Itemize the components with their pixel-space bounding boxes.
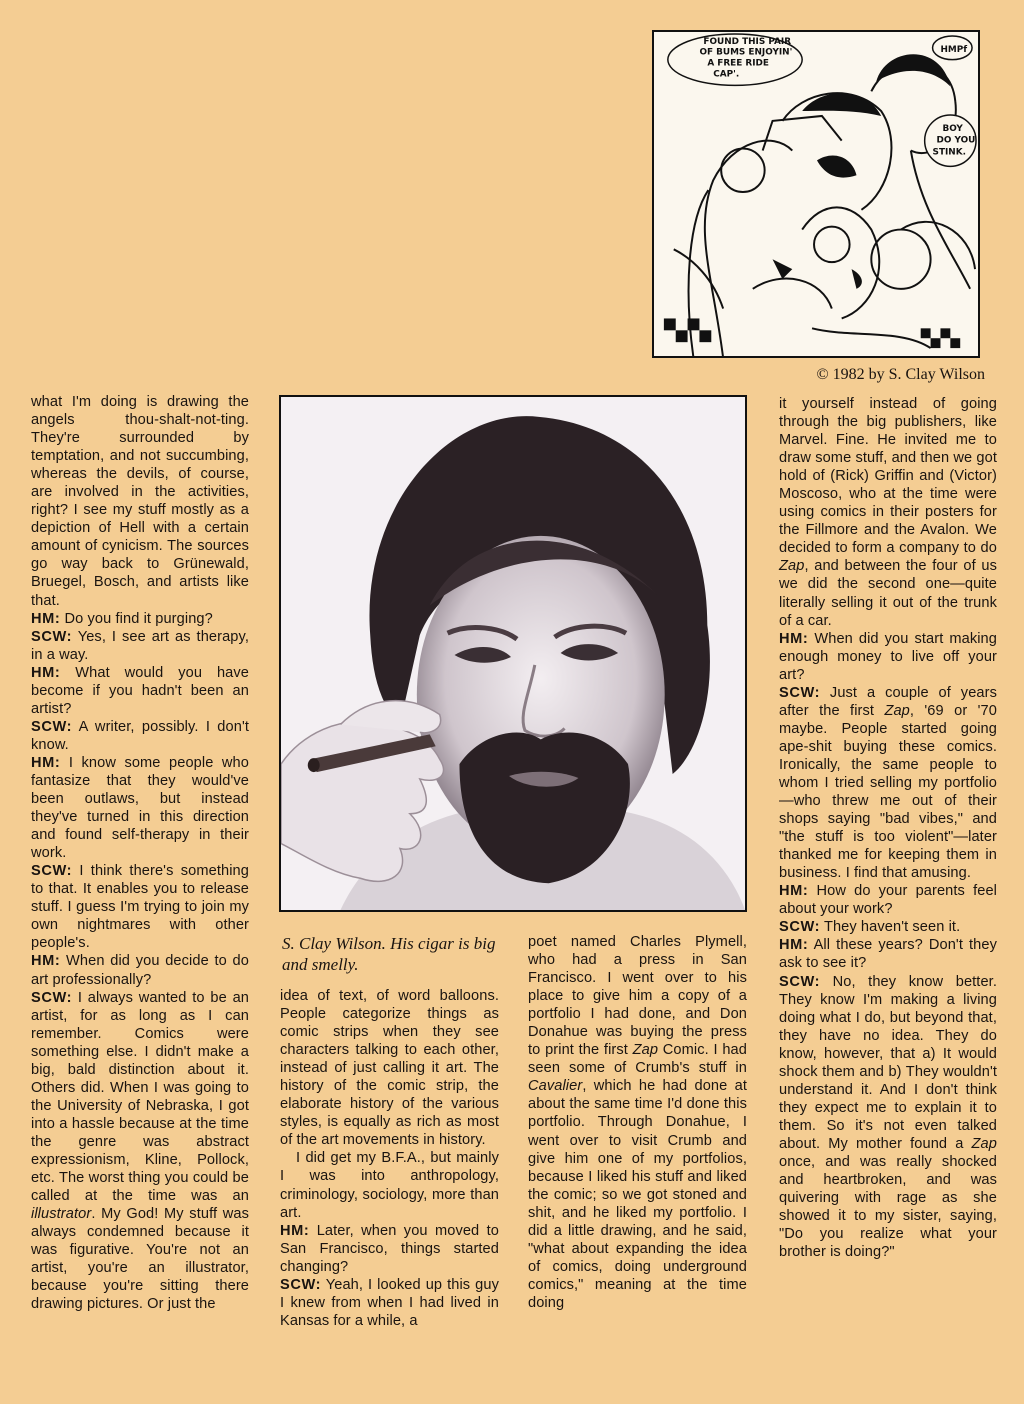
paragraph [779,936,997,972]
speaker-label: SCW: [779,973,821,990]
text-column-3 [528,933,747,1312]
portrait-photo [279,395,747,912]
speaker-label: HM: [779,937,809,954]
paragraph [779,973,997,1262]
paragraph [528,933,747,1312]
bubble-1-line-1: FOUND THIS PAIR [703,36,792,47]
paragraph-text: No, they know better. They know I'm making a living doing what I do, but beyond that, they have no idea. They do know, however, that a) It would shock them and b) They wouldn't understand it. And I don't think they expect me to explain it to them. So it's not even talked about. My mother found a [779,973,997,1152]
speaker-label: SCW: [779,919,821,936]
paragraph-text: What would you have become if you hadn't been an artist? [31,664,249,717]
italic-title: Cavalier [528,1078,583,1095]
comic-illustration [652,30,980,358]
speaker-label: SCW: [31,863,73,880]
paragraph [779,882,997,918]
italic-title: Zap [779,558,805,575]
bubble-3-line-2: DO YOU [936,135,976,146]
paragraph [31,393,249,610]
paragraph-text: Do you find it purging? [60,610,213,627]
paragraph [779,918,997,936]
speaker-label: SCW: [31,718,73,735]
italic-title: Zap [632,1042,659,1059]
paragraph-text: When did you decide to do art professionally? [31,953,249,988]
paragraph [280,1149,499,1221]
paragraph-text: How do your parents feel about your work? [779,883,997,918]
speaker-label: HM: [31,754,61,771]
paragraph-text: idea of text, of word balloons. People categorize things as comic strips when they see characters talking to each other, instead of just calling it art. The history of the comic strip, the elaborate history of the various styles, is equally as rich as most of the art movements in history. [280,988,499,1149]
paragraph-text: it yourself instead of going through the big publishers, like Marvel. Fine. He invited me to draw some stuff, and then we got hold of (Rick) Griffin and (Victor) Moscoso, who at the time were using comics in their posters for the Fillmore and the Avalon. We decided to form a company to do [779,396,997,557]
paragraph [31,628,249,664]
bubble-1-line-3: A FREE RIDE [707,58,769,69]
speaker-label: HM: [31,610,61,627]
paragraph-text: Comic. I had seen some of Crumb's stuff in [528,1042,747,1077]
paragraph [31,664,249,718]
paragraph [280,1222,499,1276]
paragraph-text: , which he had done at about the same time I'd done this portfolio. Through Donahue, I went over to visit Crumb and give him one of my portfolios, because I liked his stuff and liked the comic; so we got stoned and shit, and he liked my portfolio. I did a little drawing, and he said, "what about expanding the idea of comics, doing underground comics," meaning at the time doing [528,1078,747,1311]
photo-caption: S. Clay Wilson. His cigar is big and smelly. [282,934,496,974]
paragraph [31,952,249,988]
speaker-label: SCW: [31,628,73,645]
paragraph-text: When did you start making enough money to live off your art? [779,630,997,683]
paragraph [31,610,249,628]
text-column-2 [280,987,499,1330]
paragraph-text: I always wanted to be an artist, for as long as I can remember. Comics were something else. I didn't make a big, bald distinction about it. Others did. When I was going to the University of Nebraska, I got into a hassle because at the time the genre was abstract expressionism, Kline, Pollock, etc. The worst thing you could be called at the time was an [31,989,249,1205]
paragraph [779,395,997,630]
paragraph-text: , '69 or '70 maybe. People started going ape-shit buying these comics. Ironically, the same people to whom I tried selling my portfolio—who threw me out of their shops saying "bad vibes," and "the stuff is too violent"—later thanked me for keeping them in business. I find that amusing. [779,702,997,882]
italic-title: Zap [884,702,910,719]
bubble-1-line-4: CAP'. [713,69,740,80]
speaker-label: HM: [779,630,809,647]
paragraph-text: I did get my B.F.A., but mainly I was into anthropology, criminology, sociology, more than art. [280,1150,499,1221]
paragraph [779,630,997,684]
paragraph-text: All these years? Don't they ask to see it? [779,937,997,972]
paragraph-text: once, and was really shocked and heartbroken, and was quivering with rage as she showed it to my sister, saying, "Do you realize what your brother is doing?" [779,1153,997,1261]
paragraph-text: Just a couple of years after the first [779,684,997,719]
paragraph-text: Yes, I see art as therapy, in a way. [31,628,249,663]
speaker-label: SCW: [779,684,821,701]
speaker-label: HM: [31,953,61,970]
paragraph [31,718,249,754]
paragraph [280,1276,499,1330]
paragraph [779,684,997,883]
paragraph-text: They haven't seen it. [820,919,961,936]
paragraph-text: A writer, possibly. I don't know. [31,718,249,753]
paragraph [31,989,249,1314]
speaker-label: HM: [280,1222,310,1239]
italic-title: illustrator [31,1206,92,1223]
paragraph-text: . My God! My stuff was always condemned because it was figurative. You're not an artist, you're an illustrator, because you're sitting there drawing pictures. Or just the [31,1206,249,1313]
paragraph-text: Yeah, I looked up this guy I knew from when I had lived in Kansas for a while, a [280,1276,499,1329]
text-column-4 [779,395,997,1261]
italic-title: Zap [971,1135,997,1152]
bubble-3-line-1: BOY [942,123,963,134]
speaker-label: SCW: [31,989,73,1006]
paragraph [280,987,499,1149]
paragraph-text: I think there's something to that. It enables you to release stuff. I guess I'm trying to join my own nightmares with other people's. [31,863,249,952]
paragraph [31,862,249,952]
paragraph-text: I know some people who fantasize that they would've been outlaws, but instead they've turned in this direction and found self-therapy in their work. [31,754,249,862]
paragraph-text: poet named Charles Plymell, who had a press in San Francisco. I went over to his place to give him a copy of a portfolio I had done, and Don Donahue was buying the press to print the first [528,934,747,1059]
speaker-label: HM: [779,883,809,900]
paragraph [31,754,249,862]
bubble-2: HMPf [940,44,968,55]
speaker-label: SCW: [280,1276,322,1293]
bubble-3-line-3: STINK. [932,147,966,158]
paragraph-text: Later, when you moved to San Francisco, things started changing? [280,1222,499,1275]
speaker-label: HM: [31,664,61,681]
copyright-credit: © 1982 by S. Clay Wilson [816,366,985,383]
paragraph-text: what I'm doing is drawing the angels thou-shalt-not-ting. They're surrounded by temptation, and not succumbing, whereas the devils, of course, are involved in the activities, right? I see my stuff mostly as a depiction of Hell with a certain amount of cynicism. The sources go way back to Grünewald, Bruegel, Bosch, and artists like that. [31,394,249,609]
text-column-1 [31,393,249,1313]
paragraph-text: , and between the four of us we did the second one—quite literally selling it out of the trunk of a car. [779,558,997,629]
bubble-1-line-2: OF BUMS ENJOYIN' [699,47,793,58]
